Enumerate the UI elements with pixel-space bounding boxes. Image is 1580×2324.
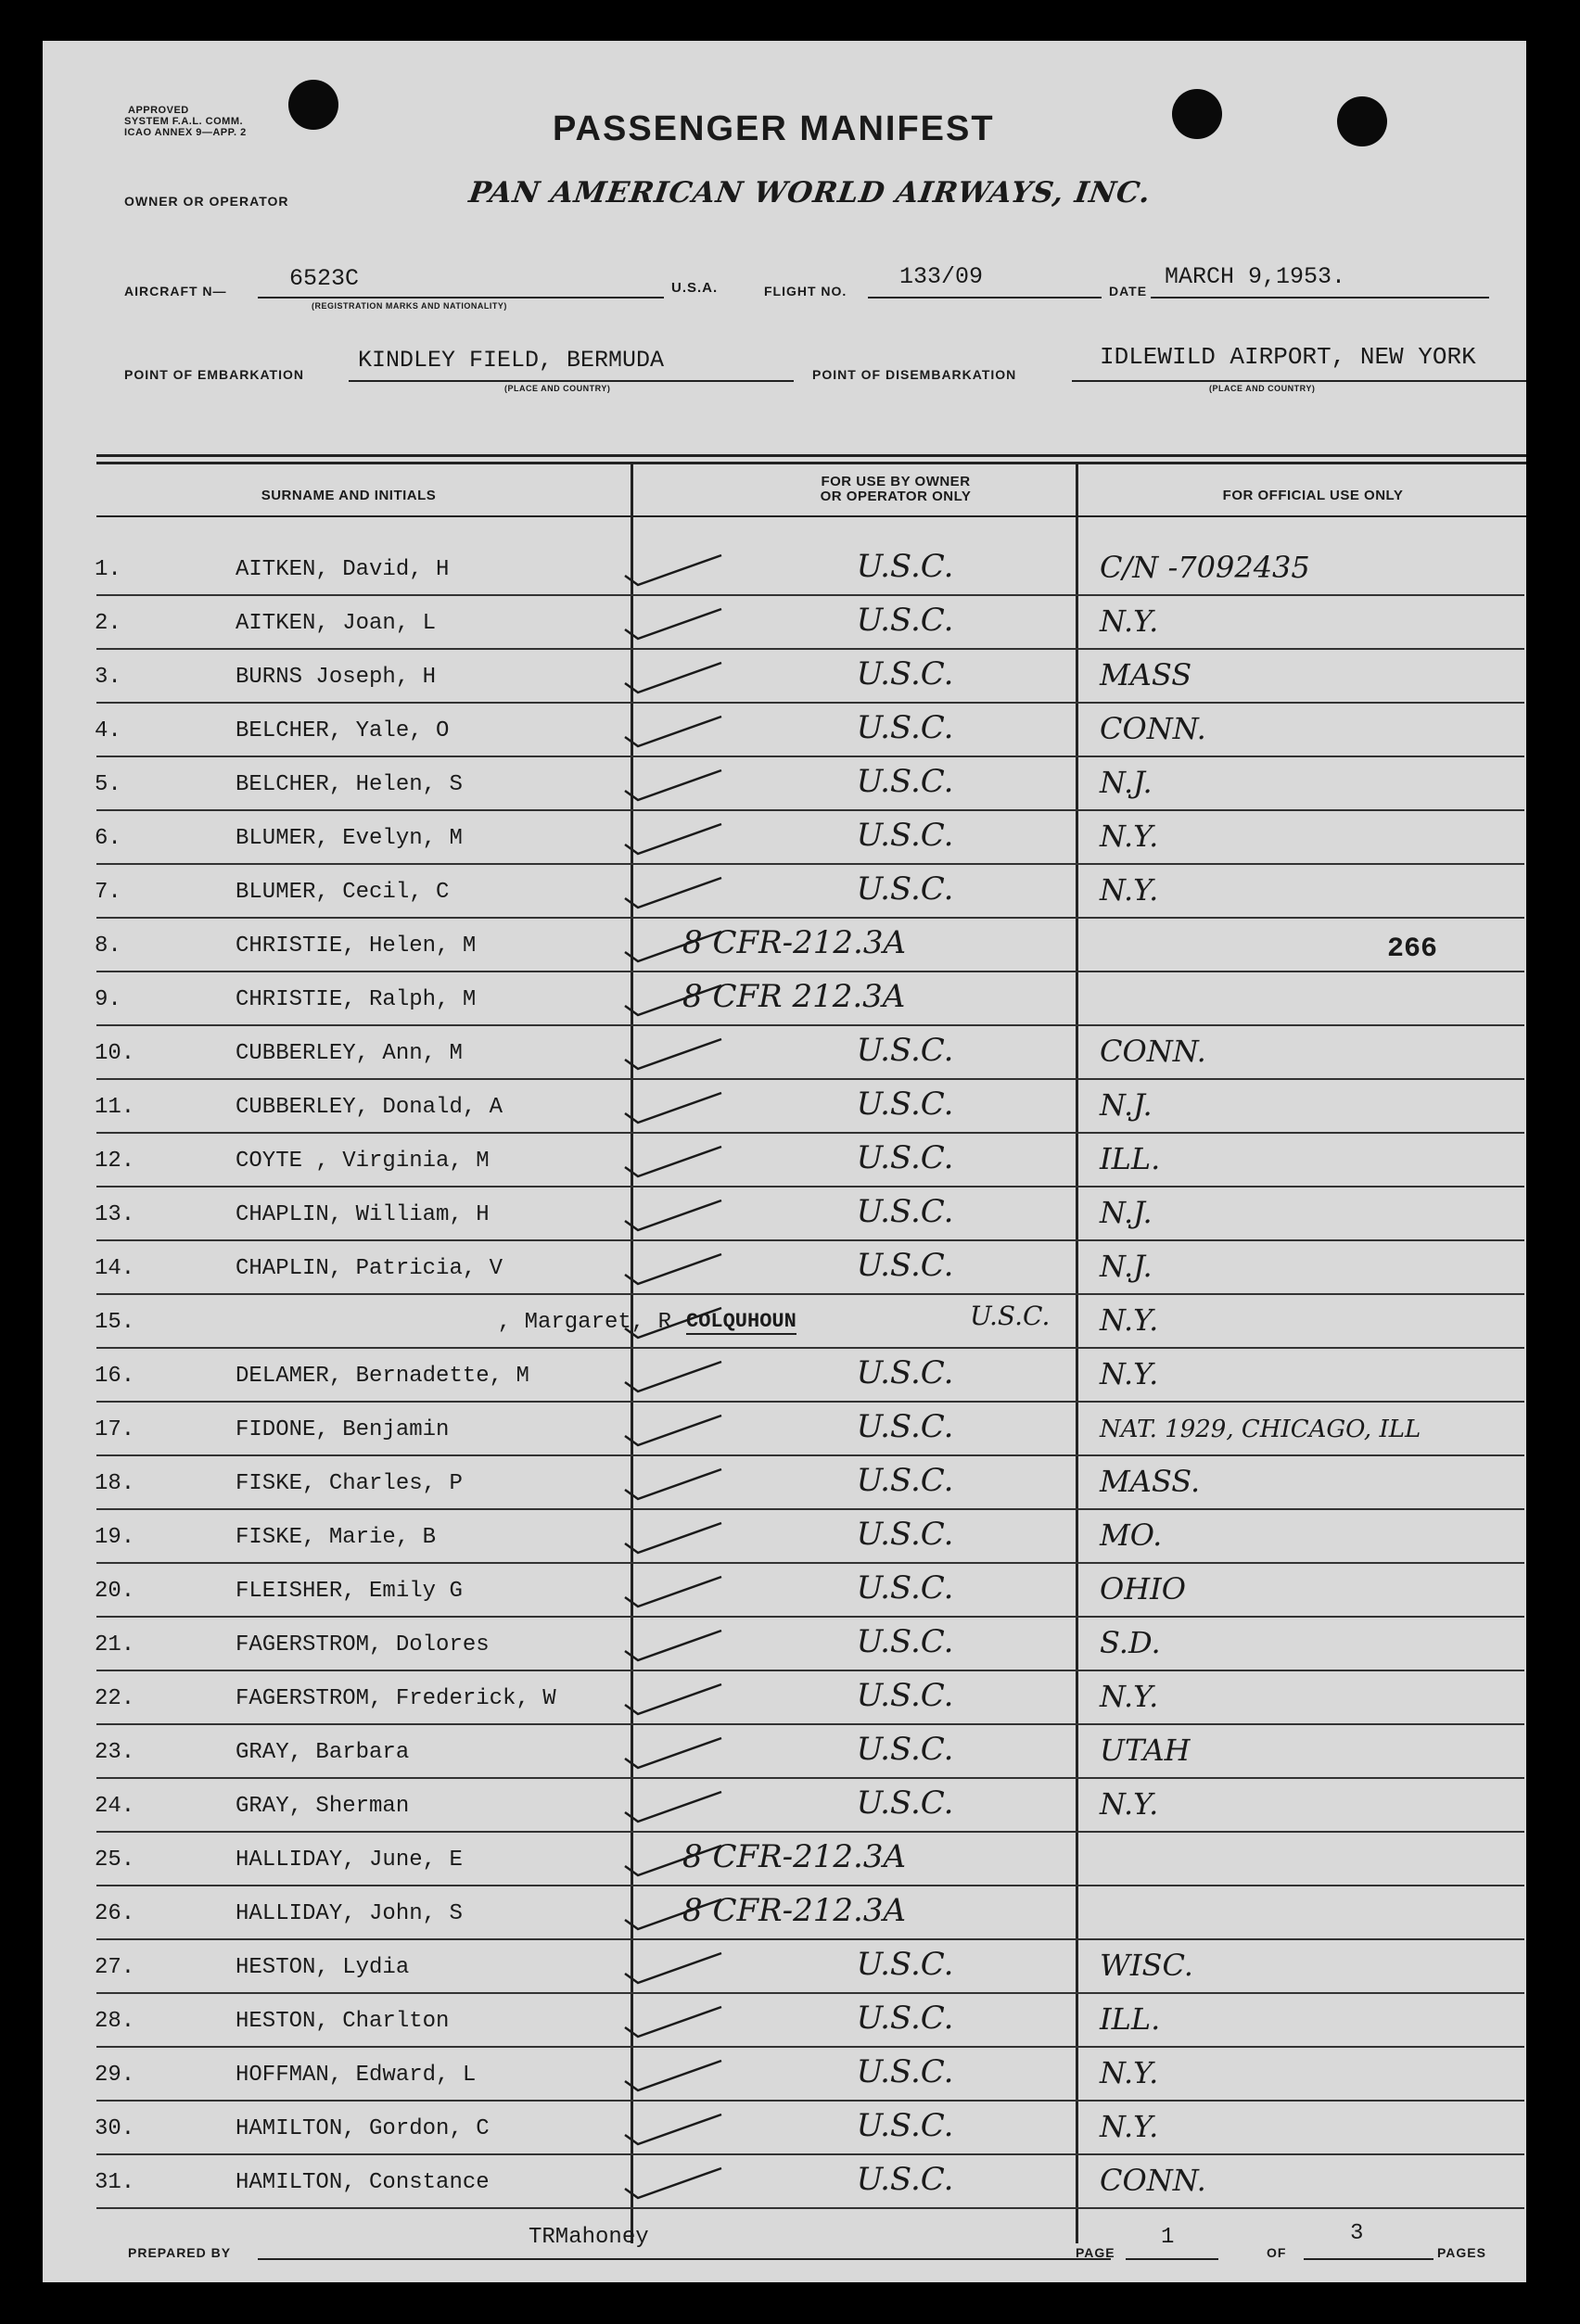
row-number: 31. xyxy=(95,2170,135,2195)
passenger-name: GRAY, Sherman xyxy=(236,1794,410,1819)
column-header-owner-line-2: OR OPERATOR ONLY xyxy=(820,489,972,504)
row-rule xyxy=(96,1186,1524,1187)
table-row xyxy=(43,1299,1526,1352)
owner-use-entry: 8 CFR 212.3A xyxy=(682,978,906,1015)
owner-use-entry: U.S.C. xyxy=(856,602,954,639)
row-rule xyxy=(96,1938,1524,1940)
owner-use-entry: U.S.C. xyxy=(856,1139,954,1176)
owner-use-entry: U.S.C. xyxy=(856,655,954,692)
row-number: 28. xyxy=(95,2009,135,2034)
official-use-entry: MO. xyxy=(1100,1518,1163,1553)
owner-use-entry: U.S.C. xyxy=(856,1516,954,1553)
row-rule xyxy=(96,917,1524,919)
passenger-name: FIDONE, Benjamin xyxy=(236,1417,450,1442)
owner-use-entry: U.S.C. xyxy=(856,1677,954,1714)
row-rule xyxy=(96,702,1524,704)
row-rule xyxy=(96,1616,1524,1618)
official-use-entry: NAT. 1929, CHICAGO, ILL xyxy=(1100,1416,1421,1443)
passenger-name: AITKEN, David, H xyxy=(236,557,450,582)
row-number: 2. xyxy=(95,611,121,636)
official-use-entry: ILL. xyxy=(1100,1141,1161,1176)
row-rule xyxy=(96,594,1524,596)
row-rule xyxy=(96,1670,1524,1671)
flight-underline xyxy=(868,297,1102,298)
owner-use-entry: U.S.C. xyxy=(856,2053,954,2090)
passenger-name: CHAPLIN, Patricia, V xyxy=(236,1256,503,1281)
row-number: 5. xyxy=(95,772,121,797)
passenger-name: FAGERSTROM, Frederick, W xyxy=(236,1686,556,1711)
prepared-underline xyxy=(258,2258,1111,2260)
row-rule xyxy=(96,1293,1524,1295)
official-use-entry: N.Y. xyxy=(1100,819,1159,854)
table-row xyxy=(43,707,1526,761)
row-number: 14. xyxy=(95,1256,135,1281)
row-rule xyxy=(96,1347,1524,1349)
official-use-entry: N.Y. xyxy=(1100,1356,1159,1391)
official-use-entry: OHIO xyxy=(1100,1571,1187,1606)
row-number: 22. xyxy=(95,1686,135,1711)
row-number: 8. xyxy=(95,933,121,959)
row-number: 7. xyxy=(95,880,121,905)
row-number: 18. xyxy=(95,1471,135,1496)
page-underline xyxy=(1126,2258,1218,2260)
table-row xyxy=(43,1137,1526,1191)
passenger-name: BLUMER, Evelyn, M xyxy=(236,826,463,851)
official-use-entry: N.J. xyxy=(1100,1249,1153,1284)
row-rule xyxy=(96,1454,1524,1456)
passenger-name: BELCHER, Helen, S xyxy=(236,772,463,797)
row-number: 4. xyxy=(95,718,121,743)
passenger-name: AITKEN, Joan, L xyxy=(236,611,437,636)
date-value: MARCH 9,1953. xyxy=(1165,263,1346,290)
owner-use-entry: U.S.C. xyxy=(856,1354,954,1391)
official-use-entry: UTAH xyxy=(1100,1733,1191,1768)
row-rule xyxy=(96,648,1524,650)
row-rule xyxy=(96,1024,1524,1026)
passenger-name: HAMILTON, Gordon, C xyxy=(236,2116,490,2141)
aircraft-value: 6523C xyxy=(289,265,360,292)
official-use-entry: CONN. xyxy=(1100,711,1206,746)
table-row xyxy=(43,1460,1526,1514)
flight-label: FLIGHT NO. xyxy=(764,284,847,298)
official-use-entry: CONN. xyxy=(1100,1034,1206,1069)
embark-value: KINDLEY FIELD, BERMUDA xyxy=(358,347,665,374)
passenger-name: CHAPLIN, William, H xyxy=(236,1202,490,1227)
table-row xyxy=(43,1245,1526,1299)
owner-use-entry: U.S.C. xyxy=(856,1193,954,1230)
owner-use-entry: U.S.C. xyxy=(856,1462,954,1499)
passenger-name: HALLIDAY, John, S xyxy=(236,1901,463,1926)
official-use-entry: CONN. xyxy=(1100,2163,1206,2198)
surname-correction: COLQUHOUN xyxy=(686,1310,796,1333)
row-rule xyxy=(96,971,1524,972)
table-row xyxy=(43,1998,1526,2051)
column-header-rule xyxy=(96,515,1526,517)
passenger-name: HOFFMAN, Edward, L xyxy=(236,2063,477,2088)
passenger-name: CHRISTIE, Ralph, M xyxy=(236,987,477,1012)
official-use-entry: N.Y. xyxy=(1100,872,1159,908)
column-header-owner-line-1: FOR USE BY OWNER xyxy=(821,474,971,489)
row-number: 3. xyxy=(95,665,121,690)
passenger-name: HESTON, Charlton xyxy=(236,2009,450,2034)
table-row xyxy=(43,1675,1526,1729)
column-header-owner xyxy=(710,475,1081,504)
owner-use-entry: U.S.C. xyxy=(856,1946,954,1983)
owner-use-entry: U.S.C. xyxy=(856,1731,954,1768)
punch-hole xyxy=(1172,89,1222,139)
row-number: 19. xyxy=(95,1525,135,1550)
of-label: OF xyxy=(1267,2245,1287,2260)
row-rule xyxy=(96,1508,1524,1510)
table-row xyxy=(43,1944,1526,1998)
row-number: 26. xyxy=(95,1901,135,1926)
row-number: 30. xyxy=(95,2116,135,2141)
disembark-underline xyxy=(1072,380,1526,382)
approval-line-2: SYSTEM F.A.L. COMM. xyxy=(124,116,244,127)
row-number: 15. xyxy=(95,1310,135,1335)
row-number: 25. xyxy=(95,1848,135,1873)
passenger-name: BURNS Joseph, H xyxy=(236,665,437,690)
row-number: 9. xyxy=(95,987,121,1012)
row-rule xyxy=(96,1777,1524,1779)
page-value: 1 xyxy=(1161,2225,1175,2250)
punch-hole xyxy=(1337,96,1387,146)
passenger-name: BLUMER, Cecil, C xyxy=(236,880,450,905)
table-row xyxy=(43,654,1526,707)
stamp-number: 266 xyxy=(1387,933,1438,965)
row-rule xyxy=(96,1885,1524,1886)
owner-use-entry: U.S.C. xyxy=(856,1247,954,1284)
official-use-entry: S.D. xyxy=(1100,1625,1161,1660)
row-rule xyxy=(96,1132,1524,1134)
passenger-name: FISKE, Marie, B xyxy=(236,1525,437,1550)
passenger-name: HALLIDAY, June, E xyxy=(236,1848,463,1873)
prepared-by-value: TRMahoney xyxy=(529,2225,649,2250)
prepared-label: PREPARED BY xyxy=(128,2245,232,2260)
official-use-entry: C/N -7092435 xyxy=(1100,550,1310,585)
table-row xyxy=(43,761,1526,815)
table-row xyxy=(43,2051,1526,2105)
pages-total-value: 3 xyxy=(1350,2221,1364,2246)
owner-use-entry: U.S.C. xyxy=(856,1408,954,1445)
passenger-name: COYTE , Virginia, M xyxy=(236,1149,490,1174)
header-rule xyxy=(96,462,1526,464)
passenger-name: , Margaret, R xyxy=(497,1310,671,1335)
table-row xyxy=(43,1568,1526,1621)
pages-total-underline xyxy=(1304,2258,1433,2260)
owner-use-entry: U.S.C. xyxy=(856,1623,954,1660)
approval-line-3: ICAO ANNEX 9—APP. 2 xyxy=(124,127,247,138)
official-use-entry: MASS xyxy=(1100,657,1192,692)
owner-use-entry: U.S.C. xyxy=(856,548,954,585)
row-number: 16. xyxy=(95,1364,135,1389)
passenger-name: CHRISTIE, Helen, M xyxy=(236,933,477,959)
row-number: 27. xyxy=(95,1955,135,1980)
header-rule xyxy=(96,454,1526,457)
row-number: 21. xyxy=(95,1632,135,1657)
row-number: 11. xyxy=(95,1095,135,1120)
passenger-name: CUBBERLEY, Ann, M xyxy=(236,1041,463,1066)
owner-use-entry: U.S.C. xyxy=(856,870,954,908)
owner-label: OWNER OR OPERATOR xyxy=(124,194,289,209)
table-row xyxy=(43,1890,1526,1944)
table-row xyxy=(43,1191,1526,1245)
passenger-name: CUBBERLEY, Donald, A xyxy=(236,1095,503,1120)
table-row xyxy=(43,922,1526,976)
passenger-name: GRAY, Barbara xyxy=(236,1740,410,1765)
owner-use-entry: 8 CFR-212.3A xyxy=(682,1892,907,1929)
owner-use-entry: U.S.C. xyxy=(856,763,954,800)
approval-line-1: APPROVED xyxy=(128,105,189,116)
row-rule xyxy=(96,1992,1524,1994)
row-number: 17. xyxy=(95,1417,135,1442)
owner-use-entry: U.S.C. xyxy=(856,1086,954,1123)
official-use-entry: N.J. xyxy=(1100,1087,1153,1123)
official-use-entry: N.Y. xyxy=(1100,1679,1159,1714)
table-row xyxy=(43,546,1526,600)
passenger-name: FISKE, Charles, P xyxy=(236,1471,463,1496)
official-use-entry: N.Y. xyxy=(1100,2109,1159,2144)
row-number: 10. xyxy=(95,1041,135,1066)
table-row xyxy=(43,600,1526,654)
column-header-name: SURNAME AND INITIALS xyxy=(261,488,437,503)
disembark-label: POINT OF DISEMBARKATION xyxy=(812,367,1017,382)
official-use-entry: N.Y. xyxy=(1100,1786,1159,1822)
date-label: DATE xyxy=(1109,284,1148,298)
passenger-name: HESTON, Lydia xyxy=(236,1955,410,1980)
table-row xyxy=(43,1406,1526,1460)
aircraft-sub-label: (REGISTRATION MARKS AND NATIONALITY) xyxy=(312,301,507,311)
table-row xyxy=(43,1030,1526,1084)
table-row xyxy=(43,1836,1526,1890)
owner-use-entry: U.S.C. xyxy=(856,1032,954,1069)
table-row xyxy=(43,1783,1526,1836)
official-use-entry: ILL. xyxy=(1100,2001,1161,2037)
column-header-official: FOR OFFICIAL USE ONLY xyxy=(1222,488,1404,503)
date-underline xyxy=(1151,297,1489,298)
embark-label: POINT OF EMBARKATION xyxy=(124,367,304,382)
row-rule xyxy=(96,1562,1524,1564)
form-title: PASSENGER MANIFEST xyxy=(553,109,995,148)
table-row xyxy=(43,2159,1526,2213)
row-number: 6. xyxy=(95,826,121,851)
disembark-sub-label: (PLACE AND COUNTRY) xyxy=(1209,384,1316,393)
table-row xyxy=(43,815,1526,869)
row-rule xyxy=(96,756,1524,757)
official-use-entry: N.J. xyxy=(1100,765,1153,800)
embark-underline xyxy=(349,380,794,382)
aircraft-underline xyxy=(258,297,664,298)
page-label: PAGE xyxy=(1076,2245,1115,2260)
row-number: 23. xyxy=(95,1740,135,1765)
aircraft-label: AIRCRAFT N— xyxy=(124,284,227,298)
official-use-entry: N.J. xyxy=(1100,1195,1153,1230)
embark-sub-label: (PLACE AND COUNTRY) xyxy=(504,384,611,393)
row-number: 1. xyxy=(95,557,121,582)
passenger-name: BELCHER, Yale, O xyxy=(236,718,450,743)
flight-value: 133/09 xyxy=(899,263,984,290)
owner-use-entry: U.S.C. xyxy=(856,1569,954,1606)
official-use-entry: WISC. xyxy=(1100,1948,1193,1983)
owner-use-entry: U.S.C. xyxy=(856,2107,954,2144)
table-row xyxy=(43,1352,1526,1406)
owner-use-entry: 8 CFR-212.3A xyxy=(682,1838,907,1875)
row-rule xyxy=(96,1239,1524,1241)
table-row xyxy=(43,976,1526,1030)
row-rule xyxy=(96,809,1524,811)
row-number: 24. xyxy=(95,1794,135,1819)
row-rule xyxy=(96,863,1524,865)
owner-use-entry: 8 CFR-212.3A xyxy=(682,924,907,961)
table-row xyxy=(43,1514,1526,1568)
row-number: 13. xyxy=(95,1202,135,1227)
row-number: 29. xyxy=(95,2063,135,2088)
official-use-entry: N.Y. xyxy=(1100,2055,1159,2090)
passenger-name: FLEISHER, Emily G xyxy=(236,1579,463,1604)
passenger-name: DELAMER, Bernadette, M xyxy=(236,1364,529,1389)
row-rule xyxy=(96,1831,1524,1833)
manifest-page xyxy=(43,41,1526,2282)
company-name: PAN AMERICAN WORLD AIRWAYS, INC. xyxy=(466,176,1153,210)
usa-label: U.S.A. xyxy=(671,280,719,296)
table-row xyxy=(43,869,1526,922)
table-row xyxy=(43,2105,1526,2159)
row-rule xyxy=(96,2100,1524,2102)
table-row xyxy=(43,1084,1526,1137)
official-use-entry: N.Y. xyxy=(1100,603,1159,639)
row-rule xyxy=(96,2046,1524,2048)
row-rule xyxy=(96,1078,1524,1080)
row-rule xyxy=(96,1401,1524,1403)
official-use-entry: MASS. xyxy=(1100,1464,1201,1499)
row-number: 20. xyxy=(95,1579,135,1604)
table-row xyxy=(43,1621,1526,1675)
row-rule xyxy=(96,2207,1524,2209)
owner-use-entry: U.S.C. xyxy=(856,817,954,854)
row-number: 12. xyxy=(95,1149,135,1174)
pages-label: PAGES xyxy=(1437,2245,1486,2260)
row-rule xyxy=(96,2153,1524,2155)
owner-use-entry: U.S.C. xyxy=(856,1784,954,1822)
passenger-name: HAMILTON, Constance xyxy=(236,2170,490,2195)
owner-use-entry: U.S.C. xyxy=(856,709,954,746)
passenger-name: FAGERSTROM, Dolores xyxy=(236,1632,490,1657)
disembark-value: IDLEWILD AIRPORT, NEW YORK xyxy=(1100,343,1476,371)
owner-use-entry: U.S.C. xyxy=(856,2161,954,2198)
owner-use-entry: U.S.C. xyxy=(970,1301,1051,1331)
punch-hole xyxy=(288,80,338,130)
official-use-entry: N.Y. xyxy=(1100,1302,1159,1338)
row-rule xyxy=(96,1723,1524,1725)
owner-use-entry: U.S.C. xyxy=(856,2000,954,2037)
table-row xyxy=(43,1729,1526,1783)
